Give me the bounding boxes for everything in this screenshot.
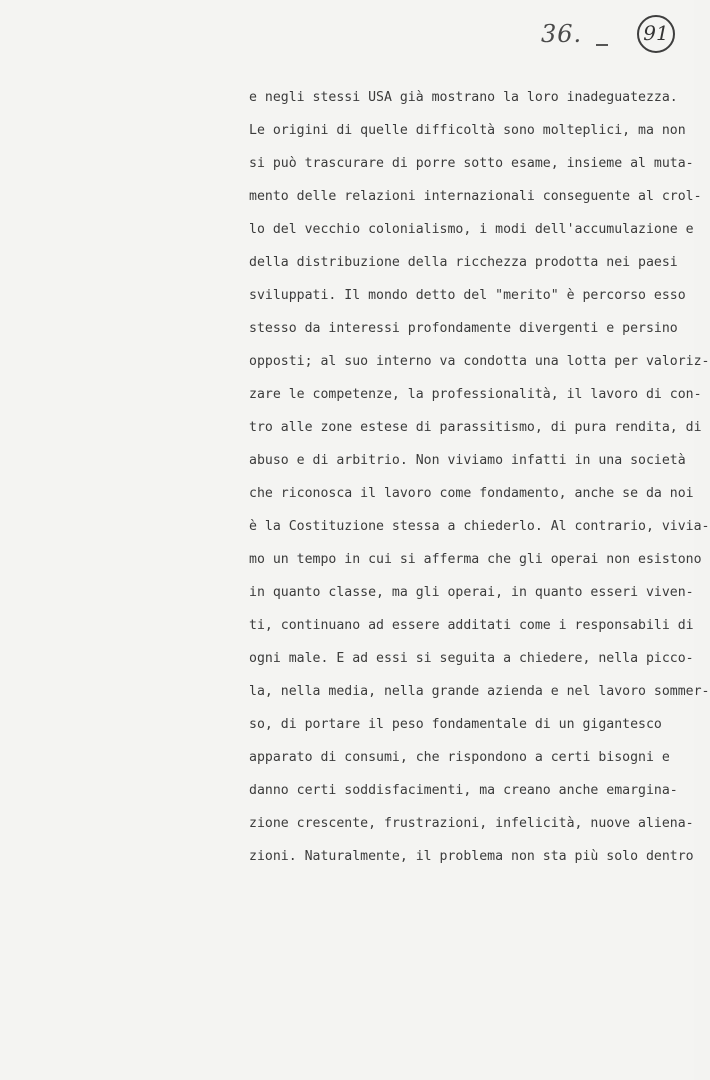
text-line: zioni. Naturalmente, il problema non sta più solo dentro <box>249 849 694 864</box>
text-line: della distribuzione della ricchezza prodotta nei paesi <box>249 255 678 270</box>
page-number: 36. <box>541 20 583 48</box>
text-line: danno certi soddisfacimenti, ma creano anche emargina- <box>249 783 678 798</box>
text-line: che riconosca il lavoro come fondamento, anche se da noi <box>249 486 694 501</box>
text-line: la, nella media, nella grande azienda e nel lavoro sommer- <box>249 684 710 699</box>
text-line: zione crescente, frustrazioni, infelicità, nuove aliena- <box>249 816 694 831</box>
text-line: tro alle zone estese di parassitismo, di pura rendita, di <box>249 420 702 435</box>
page-number-dash <box>596 44 608 46</box>
text-line: mento delle relazioni internazionali conseguente al crol- <box>249 189 702 204</box>
text-line: è la Costituzione stessa a chiederlo. Al contrario, vivia- <box>249 519 710 534</box>
text-line: ogni male. E ad essi si seguita a chiedere, nella picco- <box>249 651 694 666</box>
text-line: in quanto classe, ma gli operai, in quanto esseri viven- <box>249 585 694 600</box>
text-line: lo del vecchio colonialismo, i modi dell'accumulazione e <box>249 222 694 237</box>
text-line: opposti; al suo interno va condotta una lotta per valoriz- <box>249 354 710 369</box>
text-line: abuso e di arbitrio. Non viviamo infatti in una società <box>249 453 686 468</box>
text-line: apparato di consumi, che rispondono a certi bisogni e <box>249 750 670 765</box>
text-line: sviluppati. Il mondo detto del "merito" è percorso esso <box>249 288 686 303</box>
text-line: zare le competenze, la professionalità, il lavoro di con- <box>249 387 702 402</box>
text-line: stesso da interessi profondamente divergenti e persino <box>249 321 678 336</box>
folio-number: 91 <box>643 21 669 45</box>
text-line: si può trascurare di porre sotto esame, insieme al muta- <box>249 156 694 171</box>
text-line: ti, continuano ad essere additati come i responsabili di <box>249 618 694 633</box>
text-line: e negli stessi USA già mostrano la loro inadeguatezza. <box>249 90 678 105</box>
text-line: so, di portare il peso fondamentale di un gigantesco <box>249 717 662 732</box>
text-line: Le origini di quelle difficoltà sono molteplici, ma non <box>249 123 686 138</box>
text-line: mo un tempo in cui si afferma che gli operai non esistono <box>249 552 702 567</box>
